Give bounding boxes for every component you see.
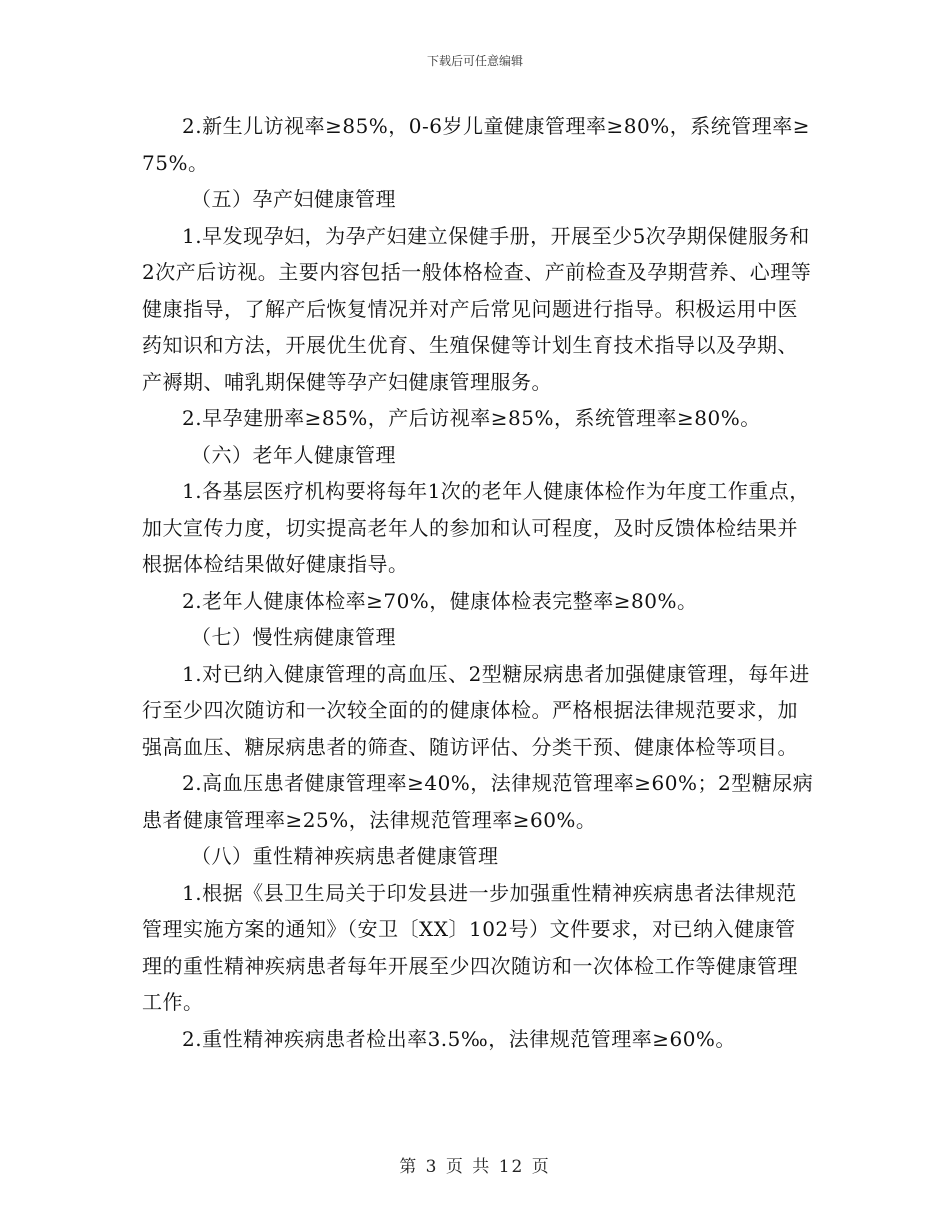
paragraph-item: 1.根据《县卫生局关于印发县进一步加强重性精神疾病患者法律规范管理实施方案的通知》（安卫〔XX〕102号）文件要求，对已纳入健康管理的重性精神疾病患者每年开展至少四次随访和一次体检工作等健康管理工作。 (142, 880, 798, 1014)
section-heading: （五）孕产妇健康管理 (191, 187, 396, 211)
page-header: 下载后可任意编辑 (426, 54, 523, 68)
section-heading: （七）慢性病健康管理 (191, 625, 396, 649)
paragraph-item: 2.新生儿访视率≥85%，0-6岁儿童健康管理率≥80%，系统管理率≥75%。 (142, 114, 810, 175)
paragraph-item: 1.对已纳入健康管理的高血压、2型糖尿病患者加强健康管理，每年进行至少四次随访和一次较全面的的健康体检。严格根据法律规范要求，加强高血压、糖尿病患者的筛查、随访评估、分类干预、健康体检等项目。 (142, 661, 810, 759)
paragraph-item: 2.早孕建册率≥85%，产后访视率≥85%，系统管理率≥80%。 (182, 406, 761, 430)
paragraph-item: 2.老年人健康体检率≥70%，健康体检表完整率≥80%。 (182, 588, 698, 613)
paragraph-item: 1.早发现孕妇，为孕产妇建立保健手册，开展至少5次孕期保健服务和2次产后访视。主要内容包括一般体格检查、产前检查及孕期营养、心理等健康指导，了解产后恢复情况并对产后常见问题进行指导。积极运用中医药知识和方法，开展优生优育、生殖保健等计划生育技术指导以及孕期、产褥期、哺乳期保健等孕产妇健康管理服务。 (142, 223, 812, 394)
paragraph-item: 2.重性精神疾病患者检出率3.5‰，法律规范管理率≥60%。 (182, 1026, 736, 1051)
paragraph-item: 1.各基层医疗机构要将每年1次的老年人健康体检作为年度工作重点，加大宣传力度，切实提高老年人的参加和认可程度，及时反馈体检结果并根据体检结果做好健康指导。 (142, 479, 810, 576)
paragraph-item: 2.高血压患者健康管理率≥40%，法律规范管理率≥60%；2型糖尿病患者健康管理率≥25%，法律规范管理率≥60%。 (142, 771, 814, 832)
section-heading: （六）老年人健康管理 (191, 442, 396, 467)
document-body (142, 108, 814, 1057)
section-heading: （八）重性精神疾病患者健康管理 (191, 844, 499, 868)
page-footer: 第 3 页 共 12 页 (399, 1157, 551, 1177)
